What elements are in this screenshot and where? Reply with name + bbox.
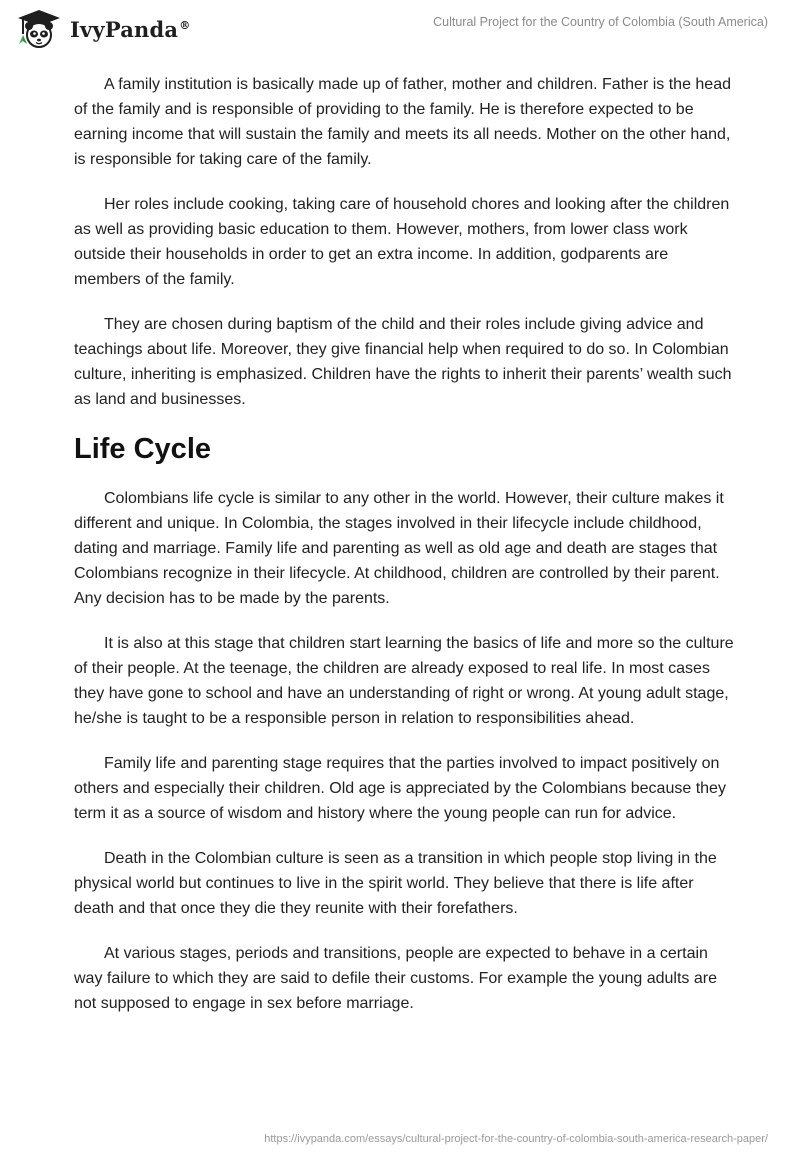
section-heading: Life Cycle (74, 433, 211, 465)
paragraph: Her roles include cooking, taking care of household chores and looking after the children as well as providing basic education to them. However, mothers, from lower class work outside their households in order to get an extra income. In addition, godparents are members of the family. (74, 196, 730, 288)
trademark-symbol: ® (179, 18, 191, 32)
brand-logo[interactable] (14, 8, 190, 50)
paragraph: Death in the Colombian culture is seen as a transition in which people stop living in the physical world but continues to live in the spirit world. They believe that there is life after death and that once they die they reunite with their forefathers. (74, 850, 717, 917)
paragraph: A family institution is basically made up of father, mother and children. Father is the head of the family and is responsible of providing to the family. He is therefore expected to be earning income that will sustain the family and meets its all needs. Mother on the other hand, is responsible for taking care of the family. (74, 76, 731, 168)
document-title: Cultural Project for the Country of Colombia (South America) (433, 15, 768, 29)
paragraph: They are chosen during baptism of the child and their roles include giving advice and teachings about life. Moreover, they give financial help when required to do so. In Colombian culture, inheriting is emphasized. Children have the rights to inherit their parents’ wealth such as land and businesses. (74, 316, 732, 408)
source-url[interactable]: https://ivypanda.com/essays/cultural-project-for-the-country-of-colombia-south-america-research-paper/ (264, 1133, 768, 1145)
essay-body (74, 72, 734, 1036)
paragraph: Family life and parenting stage requires that the parties involved to impact positively on others and especially their children. Old age is appreciated by the Colombians because they term it as a source of wisdom and history where the young people can run for advice. (74, 755, 726, 822)
brand-name: IvyPanda® (70, 16, 191, 42)
paragraph: Colombians life cycle is similar to any other in the world. However, their culture makes it different and unique. In Colombia, the stages involved in their lifecycle include childhood, dating and marriage. Family life and parenting as well as old age and death are stages that Colombians recognize in their lifecycle. At childhood, children are controlled by their parent. Any decision has to be made by the parents. (74, 490, 724, 607)
paragraph: It is also at this stage that children start learning the basics of life and more so the culture of their people. At the teenage, the children are already exposed to real life. In most cases they have gone to school and have an understanding of right or wrong. At young adult stage, he/she is taught to be a responsible person in relation to responsibilities ahead. (74, 635, 734, 727)
panda-graduate-icon (14, 8, 64, 50)
page-header (0, 0, 800, 60)
paragraph: At various stages, periods and transitions, people are expected to behave in a certain way failure to which they are said to defile their customs. For example the young adults are not supposed to engage in sex before marriage. (74, 945, 717, 1012)
